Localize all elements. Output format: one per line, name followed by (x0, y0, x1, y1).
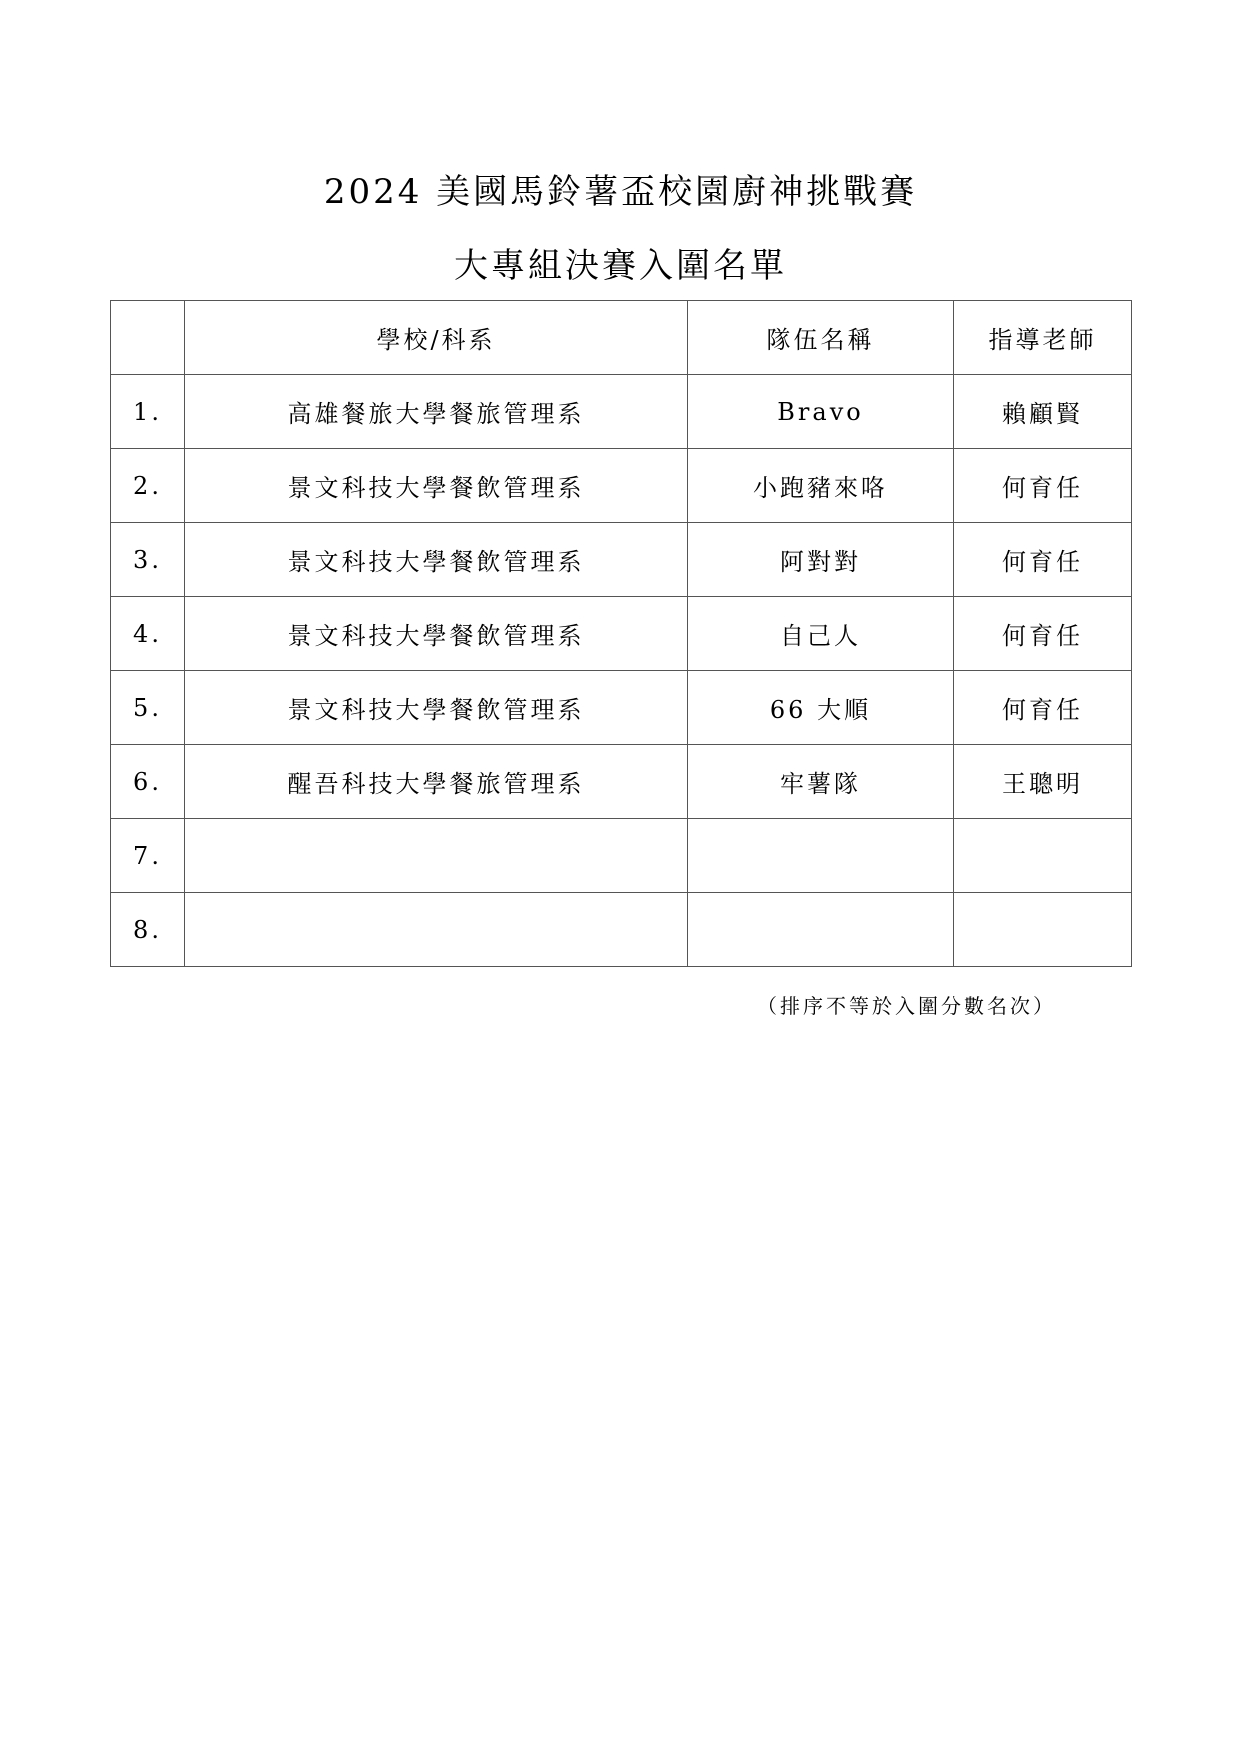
school-cell: 景文科技大學餐飲管理系 (185, 449, 688, 523)
team-cell: 牢薯隊 (688, 745, 954, 819)
school-cell (185, 819, 688, 893)
teacher-cell: 何育任 (954, 523, 1132, 597)
teacher-cell (954, 893, 1132, 967)
teacher-cell: 何育任 (954, 671, 1132, 745)
ranking-note: （排序不等於入圍分數名次） (757, 994, 1056, 1018)
school-cell (185, 893, 688, 967)
row-number: 8. (111, 893, 185, 967)
teacher-cell: 王聰明 (954, 745, 1132, 819)
team-cell (688, 893, 954, 967)
teacher-cell: 何育任 (954, 597, 1132, 671)
header-school: 學校/科系 (185, 301, 688, 375)
row-number: 3. (111, 523, 185, 597)
table-row (111, 819, 1132, 893)
team-cell: 小跑豬來咯 (688, 449, 954, 523)
team-cell: Bravo (688, 375, 954, 449)
table-row (111, 523, 1132, 597)
page-subtitle: 大專組決賽入圍名單 (454, 246, 787, 286)
table-row (111, 597, 1132, 671)
row-number: 6. (111, 745, 185, 819)
teacher-cell: 賴顧賢 (954, 375, 1132, 449)
school-cell: 景文科技大學餐飲管理系 (185, 523, 688, 597)
teacher-cell (954, 819, 1132, 893)
school-cell: 景文科技大學餐飲管理系 (185, 671, 688, 745)
school-cell: 高雄餐旅大學餐旅管理系 (185, 375, 688, 449)
header-teacher: 指導老師 (954, 301, 1132, 375)
school-cell: 景文科技大學餐飲管理系 (185, 597, 688, 671)
row-number: 5. (111, 671, 185, 745)
teacher-cell: 何育任 (954, 449, 1132, 523)
row-number: 4. (111, 597, 185, 671)
team-cell (688, 819, 954, 893)
team-cell: 阿對對 (688, 523, 954, 597)
table-row (111, 893, 1132, 967)
row-number: 1. (111, 375, 185, 449)
row-number: 2. (111, 449, 185, 523)
table-row (111, 671, 1132, 745)
team-cell: 自己人 (688, 597, 954, 671)
header-row (111, 301, 1132, 375)
table-row (111, 449, 1132, 523)
school-cell: 醒吾科技大學餐旅管理系 (185, 745, 688, 819)
table-row (111, 745, 1132, 819)
header-number (111, 301, 185, 375)
header-team: 隊伍名稱 (688, 301, 954, 375)
team-cell: 66 大順 (688, 671, 954, 745)
finalist-table (110, 300, 1132, 967)
page-title: 2024 美國馬鈴薯盃校園廚神挑戰賽 (323, 172, 918, 212)
row-number: 7. (111, 819, 185, 893)
table-row (111, 375, 1132, 449)
